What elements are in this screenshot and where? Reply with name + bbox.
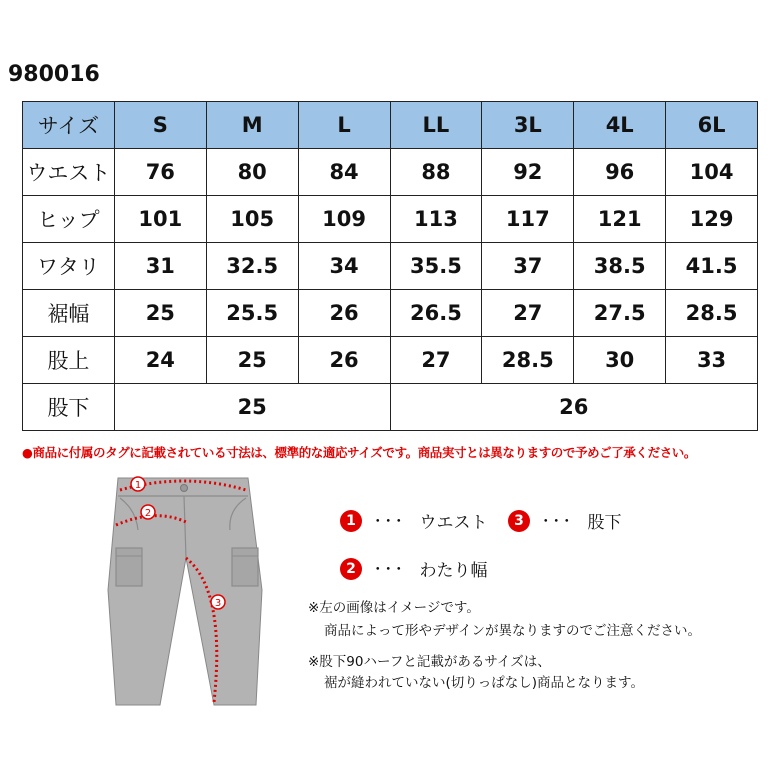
marker-3-icon xyxy=(211,595,225,609)
table-cell: 30 xyxy=(574,337,666,384)
row-label-waist: ウエスト xyxy=(23,149,115,196)
table-cell: 101 xyxy=(114,196,206,243)
table-cell: 117 xyxy=(482,196,574,243)
table-cell: 25 xyxy=(114,290,206,337)
table-cell: 41.5 xyxy=(666,243,758,290)
size-note: ●商品に付属のタグに記載されている寸法は、標準的な適応サイズです。商品実寸とは異なりますので予めご了承ください。 xyxy=(22,445,697,460)
table-cell: 34 xyxy=(298,243,390,290)
table-cell: 37 xyxy=(482,243,574,290)
size-l-header: L xyxy=(298,102,390,149)
table-cell: 27.5 xyxy=(574,290,666,337)
svg-text:1: 1 xyxy=(134,480,142,491)
svg-text:3: 3 xyxy=(214,598,222,609)
marker-2-icon xyxy=(141,505,155,519)
table-cell: 33 xyxy=(666,337,758,384)
size-s-header: S xyxy=(114,102,206,149)
waist-button xyxy=(181,485,188,492)
table-cell: 88 xyxy=(390,149,482,196)
table-cell: 129 xyxy=(666,196,758,243)
row-label-hip: ヒップ xyxy=(23,196,115,243)
table-cell: 25 xyxy=(206,337,298,384)
legend-thigh xyxy=(340,556,488,581)
table-cell: 24 xyxy=(114,337,206,384)
table-cell: 84 xyxy=(298,149,390,196)
remark-line-2: 商品によって形やデザインが異なりますのでご注意ください。 xyxy=(324,623,702,639)
table-row xyxy=(23,149,758,196)
table-row xyxy=(23,290,758,337)
row-label-rise: 股上 xyxy=(23,337,115,384)
table-row xyxy=(23,196,758,243)
table-cell: 96 xyxy=(574,149,666,196)
row-label-hem-width: 裾幅 xyxy=(23,290,115,337)
table-row xyxy=(23,384,758,431)
table-cell: 121 xyxy=(574,196,666,243)
table-row xyxy=(23,243,758,290)
size-m-header: M xyxy=(206,102,298,149)
table-cell: 76 xyxy=(114,149,206,196)
row-label-inseam: 股下 xyxy=(23,384,115,431)
legend-inseam xyxy=(508,508,622,533)
size-6l-header: 6L xyxy=(666,102,758,149)
table-cell: 26 xyxy=(298,290,390,337)
legend-dots: ･･･ xyxy=(542,512,574,530)
legend-label-waist: ウエスト xyxy=(419,513,488,533)
legend-label-thigh: わたり幅 xyxy=(419,561,488,581)
table-cell: 113 xyxy=(390,196,482,243)
table-cell: 26 xyxy=(390,384,758,431)
size-3l-header: 3L xyxy=(482,102,574,149)
pants-diagram xyxy=(96,470,296,710)
legend-badge-1: 1 xyxy=(340,510,362,532)
table-cell: 92 xyxy=(482,149,574,196)
size-4l-header: 4L xyxy=(574,102,666,149)
table-cell: 25 xyxy=(114,384,390,431)
legend-badge-2: 2 xyxy=(340,558,362,580)
table-cell: 105 xyxy=(206,196,298,243)
table-cell: 80 xyxy=(206,149,298,196)
cargo-pocket-left xyxy=(116,548,142,586)
table-cell: 28.5 xyxy=(482,337,574,384)
table-cell: 32.5 xyxy=(206,243,298,290)
table-cell: 109 xyxy=(298,196,390,243)
table-cell: 38.5 xyxy=(574,243,666,290)
table-cell: 27 xyxy=(390,337,482,384)
legend-label-inseam: 股下 xyxy=(587,513,622,533)
table-header-row xyxy=(23,102,758,149)
product-code: 980016 xyxy=(8,62,100,87)
table-cell: 26 xyxy=(298,337,390,384)
remark-line-1: ※左の画像はイメージです。 xyxy=(308,600,480,616)
table-cell: 26.5 xyxy=(390,290,482,337)
size-table xyxy=(22,101,758,431)
row-label-thigh: ワタリ xyxy=(23,243,115,290)
table-cell: 27 xyxy=(482,290,574,337)
table-cell: 31 xyxy=(114,243,206,290)
cargo-pocket-right xyxy=(232,548,258,586)
marker-1-icon xyxy=(131,477,145,491)
remark-line-4: 裾が縫われていない(切りっぱなし)商品となります。 xyxy=(324,675,644,691)
size-ll-header: LL xyxy=(390,102,482,149)
table-cell: 25.5 xyxy=(206,290,298,337)
table-cell: 104 xyxy=(666,149,758,196)
remark-line-3: ※股下90ハーフと記載があるサイズは、 xyxy=(308,654,551,670)
legend-waist xyxy=(340,508,488,533)
table-row xyxy=(23,337,758,384)
svg-text:2: 2 xyxy=(144,508,152,519)
legend-dots: ･･･ xyxy=(374,560,406,578)
table-cell: 28.5 xyxy=(666,290,758,337)
legend-badge-3: 3 xyxy=(508,510,530,532)
table-cell: 35.5 xyxy=(390,243,482,290)
legend-dots: ･･･ xyxy=(374,512,406,530)
header-label: サイズ xyxy=(23,102,115,149)
